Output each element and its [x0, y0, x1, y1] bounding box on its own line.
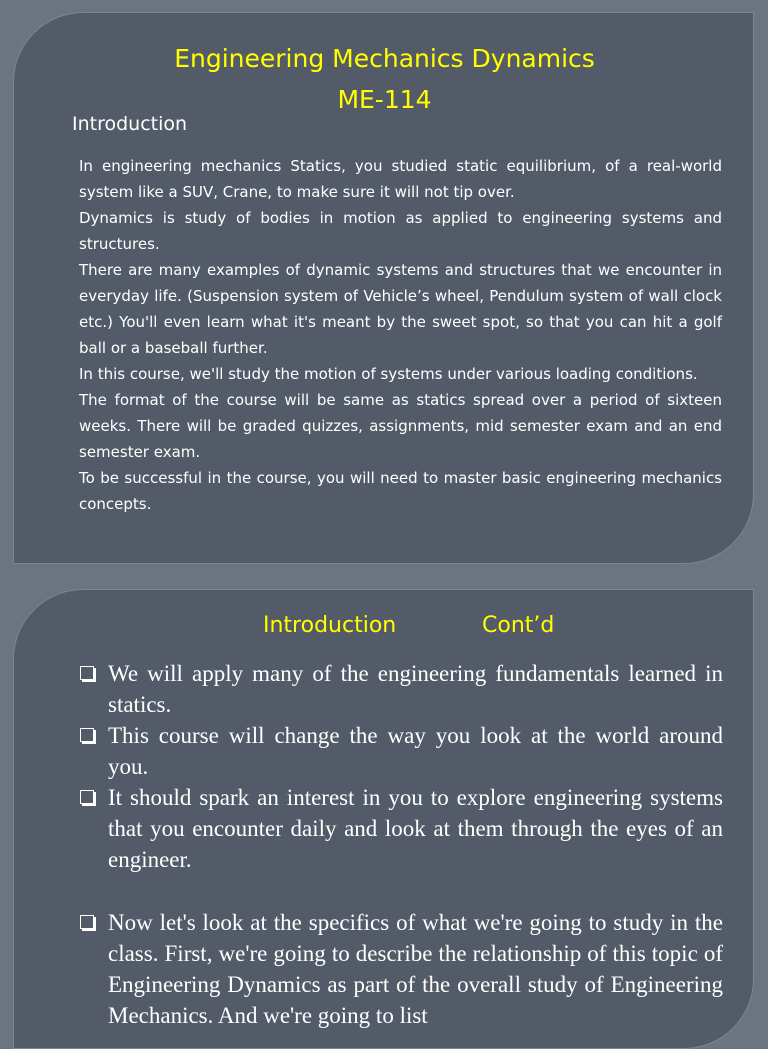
bullet-text: It should spark an interest in you to explore engineering systems that you encounter daily and look at them through the eyes of an engineer.	[108, 785, 723, 872]
slide-title	[14, 611, 754, 641]
checkbox-square-icon	[80, 728, 94, 742]
slide-title-text: Introduction	[263, 613, 397, 638]
bullet-text: This course will change the way you look at the world around you.	[108, 723, 723, 779]
bullet-text: Now let's look at the specifics of what we're going to study in the class. First, we're going to describe the relationship of this topic of Engineering Dynamics as part of the overall study of Engineering Mechanics. And we're going to list	[108, 910, 723, 1028]
checkbox-square-icon	[80, 666, 94, 680]
paragraph: Dynamics is study of bodies in motion as applied to engineering systems and structures.	[79, 209, 722, 253]
slide-introduction-contd	[13, 589, 754, 1049]
slide-title: Engineering Mechanics Dynamics	[174, 44, 595, 73]
checkbox-square-icon	[80, 915, 94, 929]
paragraph: In engineering mechanics Statics, you studied static equilibrium, of a real-world system like a SUV, Crane, to make sure it will not tip over.	[79, 157, 722, 201]
paragraph: To be successful in the course, you will need to master basic engineering mechanics concepts.	[79, 469, 722, 513]
checkbox-square-icon	[80, 790, 94, 804]
course-code: ME-114	[337, 85, 432, 114]
paragraph: In this course, we'll study the motion of systems under various loading conditions.	[79, 365, 698, 383]
bullet-list	[78, 658, 723, 1031]
slide-introduction	[13, 12, 754, 564]
intro-body	[79, 153, 722, 517]
list-item	[78, 720, 723, 782]
section-heading: Introduction	[72, 113, 188, 135]
list-item	[78, 658, 723, 720]
list-item	[78, 782, 723, 875]
slide-title-suffix: Cont’d	[482, 613, 555, 638]
list-item	[78, 907, 723, 1031]
bullet-text: We will apply many of the engineering fundamentals learned in statics.	[108, 661, 723, 717]
paragraph: The format of the course will be same as statics spread over a period of sixteen weeks. There will be graded quizzes, assignments, mid semester exam and an end semester exam.	[79, 391, 722, 461]
paragraph: There are many examples of dynamic systems and structures that we encounter in everyday life. (Suspension system of Vehicle’s wheel, Pendulum system of wall clock etc.) You'll even learn what it's meant by the sweet spot, so that you can hit a golf ball or a baseball further.	[79, 261, 722, 357]
